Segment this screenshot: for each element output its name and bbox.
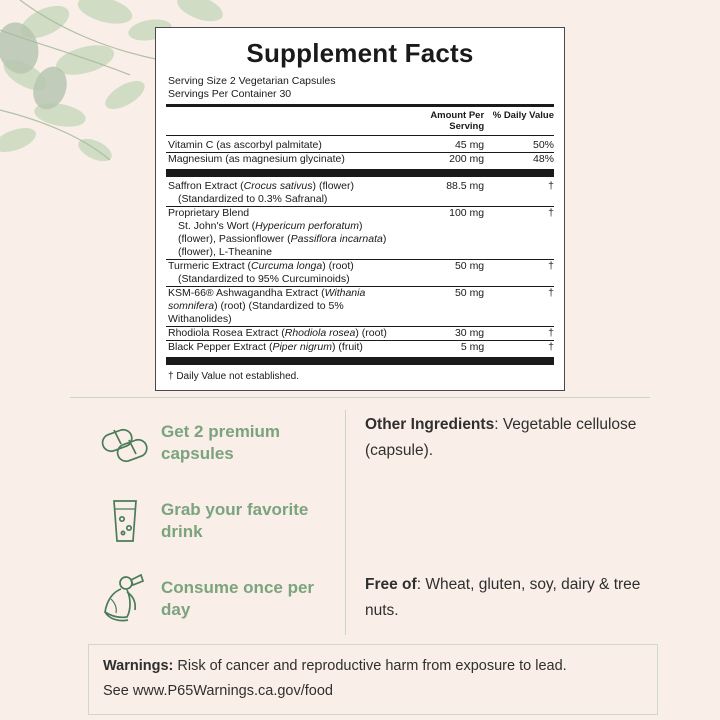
how-to-use-label: Grab your favorite drink [161,500,309,541]
table-header-row [166,110,554,132]
nutrient-dv: † [548,327,554,339]
person-drinking-icon [95,572,155,626]
nutrient-amount: 88.5 mg [446,180,485,192]
glass-icon [95,495,155,547]
serving-size: Serving Size 2 Vegetarian Capsules [168,75,336,87]
section-divider-vertical [345,410,346,635]
table-row [166,341,554,354]
servings-per-container: Servings Per Container 30 [168,88,292,100]
nutrient-dv: 48% [532,153,554,165]
supplement-facts-table [166,110,554,132]
other-ingredients-block [365,412,650,464]
header-name [166,110,399,132]
nutrient-name: Magnesium (as magnesium glycinate) [168,153,345,165]
other-ingredients-label: Other Ingredients [365,416,495,433]
how-to-use-list [95,412,340,646]
nutrient-name: Rhodiola Rosea Extract (Rhodiola rosea) (root) [168,327,387,339]
header-amount-per-serving: Amount Per Serving [430,110,485,132]
nutrient-dv: 50% [532,139,554,151]
warnings-text: Risk of cancer and reproductive harm from exposure to lead. [177,658,567,674]
warnings-label: Warnings: [103,658,174,674]
supplement-facts-panel [155,27,565,391]
rule-after-header [166,135,554,136]
rule-after-servings [166,104,554,107]
free-of-label: Free of [365,576,417,593]
rule-before-footnote [166,357,554,365]
nutrient-amount: 200 mg [449,153,485,165]
nutrient-name: Saffron Extract (Crocus sativus) (flower) [168,180,354,192]
warnings-line-1 [103,654,643,679]
warnings-box [88,644,658,715]
nutrient-name: Black Pepper Extract (Piper nigrum) (fruit) [168,341,363,353]
list-item [95,412,340,474]
nutrient-amount: 30 mg [454,327,485,339]
nutrient-amount: 45 mg [454,139,485,151]
table-row [166,287,554,326]
list-item [95,568,340,630]
nutrient-amount: 50 mg [454,287,485,299]
table-row [166,139,554,152]
table-row [166,207,554,259]
table-row [166,153,554,166]
supplement-facts-title: Supplement Facts [246,38,474,68]
nutrient-amount: 50 mg [454,260,485,272]
section-divider-top [70,397,650,398]
nutrient-name: Proprietary Blend [168,207,250,219]
nutrient-dv: † [548,260,554,272]
other-ingredients-separator: : [494,416,503,433]
free-of-separator: : [416,576,426,593]
free-of-value: Wheat, gluten, soy, dairy & tree nuts. [365,576,641,619]
nutrient-subtext: (Standardized to 95% Curcuminoids) [178,273,350,285]
nutrient-subtext: (Standardized to 0.3% Safranal) [178,193,328,205]
how-to-use-label: Consume once per day [161,578,315,619]
free-of-block [365,572,650,624]
capsule-icon [95,420,155,466]
table-row [166,260,554,286]
how-to-use-label: Get 2 premium capsules [161,422,281,463]
daily-value-footnote: † Daily Value not established. [168,371,300,382]
nutrient-amount: 100 mg [449,207,485,219]
nutrient-name: KSM-66® Ashwagandha Extract (Withania somnifera) (root) (Standardized to 5% Withanolides) [168,287,366,325]
list-item [95,490,340,552]
nutrient-rows [166,139,554,166]
rule-thick-separator [166,169,554,177]
warnings-line-2: See www.P65Warnings.ca.gov/food [103,683,333,699]
nutrient-amount: 5 mg [460,341,485,353]
table-row [166,327,554,340]
botanical-rows [166,180,554,354]
nutrient-dv: † [548,287,554,299]
nutrient-name: Turmeric Extract (Curcuma longa) (root) [168,260,354,272]
table-row [166,180,554,206]
ingredients-column [365,412,650,624]
other-ingredients-value: Vegetable cellulose (capsule). [365,416,637,459]
nutrient-dv: † [548,180,554,192]
nutrient-name: Vitamin C (as ascorbyl palmitate) [168,139,322,151]
nutrient-subtext: St. John's Wort (Hypericum perforatum) (flower), Passionflower (Passiflora incarnata) (flower), L-Theanine [178,220,387,258]
header-daily-value: % Daily Value [492,110,554,121]
nutrient-dv: † [548,341,554,353]
nutrient-dv: † [548,207,554,219]
